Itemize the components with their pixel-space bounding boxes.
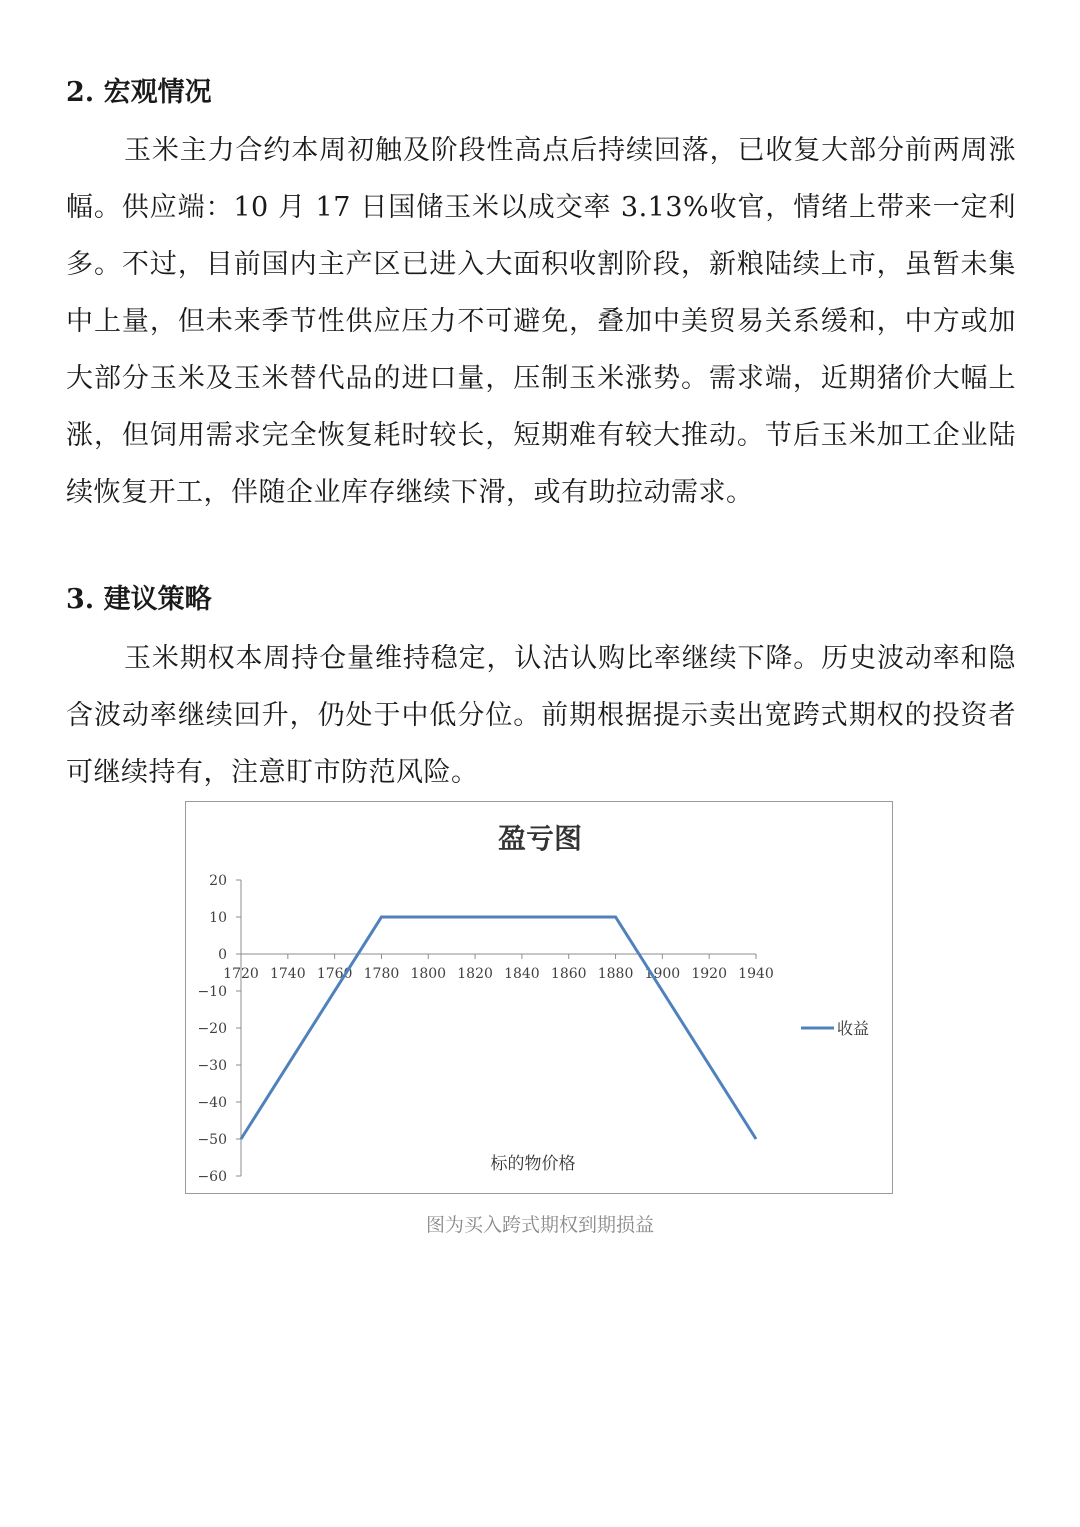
x-axis-label: 标的物价格 xyxy=(490,1154,576,1174)
section-3-paragraph: 玉米期权本周持仓量维持稳定，认沽认购比率继续下降。历史波动率和隐含波动率继续回升，仍处于中低分位。前期根据提示卖出宽跨式期权的投资者可继续持有，注意盯市防范风险。 xyxy=(66,643,1016,788)
y-tick-label: 10 xyxy=(209,910,227,926)
y-tick-label: −50 xyxy=(197,1132,227,1148)
chart-title: 盈亏图 xyxy=(497,822,583,855)
x-tick-label: 1940 xyxy=(738,966,774,982)
chart-canvas xyxy=(186,802,892,1193)
section-2-paragraph: 玉米主力合约本周初触及阶段性高点后持续回落，已收复大部分前两周涨幅。供应端：10 月 17 日国储玉米以成交率 3.13%收官，情绪上带来一定利多。不过，目前国内主产区已进入大面积收割阶段，新粮陆续上市，虽暂未集中上量，但未来季节性供应压力不可避免，叠加中美贸易关系缓和，中方或加大部分玉米及玉米替代品的进口量，压制玉米涨势。需求端，近期猪价大幅上涨，但饲用需求完全恢复耗时较长，短期难有较大推动。节后玉米加工企业陆续恢复开工，伴随企业库存继续下滑，或有助拉动需求。 xyxy=(66,135,1016,508)
chart-legend xyxy=(801,1019,869,1038)
x-tick-label: 1720 xyxy=(223,966,259,982)
x-tick-label: 1800 xyxy=(410,966,447,982)
x-tick-label: 1780 xyxy=(363,966,400,982)
y-tick-label: 0 xyxy=(218,947,227,963)
x-tick-label: 1880 xyxy=(597,966,634,982)
x-tick-label: 1740 xyxy=(269,966,306,982)
y-tick-label: −30 xyxy=(197,1058,227,1074)
y-tick-label: −60 xyxy=(197,1169,227,1185)
section-2-heading: 2. 宏观情况 xyxy=(66,77,212,108)
x-tick-label: 1840 xyxy=(504,966,540,982)
series-line-0 xyxy=(241,917,756,1139)
figure-caption: 图为买入跨式期权到期损益 xyxy=(425,1214,654,1236)
y-tick-label: −10 xyxy=(197,984,227,1000)
x-tick-label: 1820 xyxy=(457,966,493,982)
section-3-heading: 3. 建议策略 xyxy=(66,584,212,615)
profit-loss-chart xyxy=(185,801,893,1194)
x-tick-label: 1860 xyxy=(550,966,587,982)
legend-label: 收益 xyxy=(837,1019,870,1038)
y-tick-label: 20 xyxy=(209,873,227,889)
y-tick-label: −20 xyxy=(197,1021,227,1037)
x-tick-label: 1900 xyxy=(644,966,681,982)
x-tick-label: 1760 xyxy=(316,966,353,982)
y-tick-label: −40 xyxy=(197,1095,227,1111)
x-tick-label: 1920 xyxy=(691,966,728,982)
